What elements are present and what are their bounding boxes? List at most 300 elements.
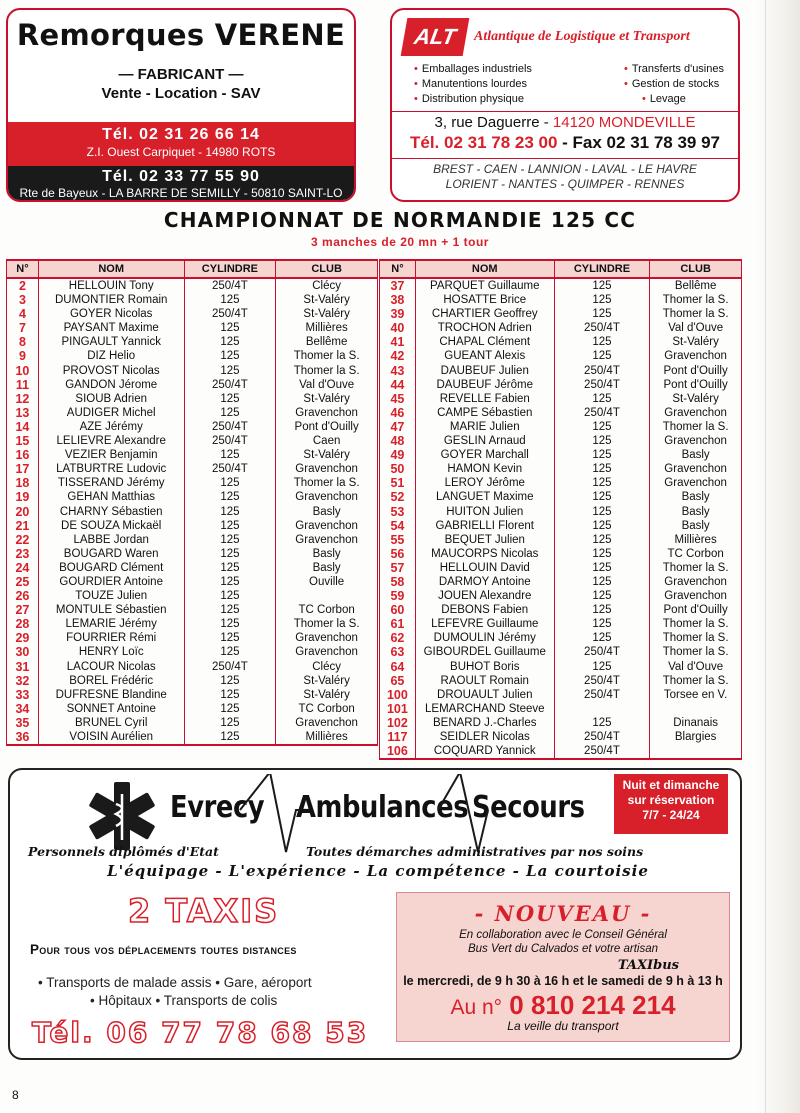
rider-club: St-Valéry xyxy=(276,392,378,406)
rider-name: BOUGARD Clément xyxy=(38,561,184,575)
table-row xyxy=(7,448,378,462)
col-header-num: N° xyxy=(7,260,39,278)
rider-cylinder: 125 xyxy=(554,660,650,674)
rider-name: LEMARCHAND Steeve xyxy=(415,702,554,716)
rider-cylinder: 250/4T xyxy=(184,278,276,293)
rider-name: HELLOUIN Tony xyxy=(38,278,184,293)
rider-club: Thomer la S. xyxy=(650,307,742,321)
rider-name: LANGUET Maxime xyxy=(415,490,554,504)
table-row xyxy=(380,448,742,462)
table-header-row xyxy=(380,260,742,278)
rider-number: 21 xyxy=(7,519,39,533)
verene-title: Remorques VERENE xyxy=(16,18,346,52)
rider-club: St-Valéry xyxy=(276,293,378,307)
rider-name: HAMON Kevin xyxy=(415,462,554,476)
table-row xyxy=(380,476,742,490)
rider-number: 34 xyxy=(7,702,39,716)
rider-number: 13 xyxy=(7,406,39,420)
table-body-right xyxy=(380,278,742,759)
rider-name: AZE Jérémy xyxy=(38,420,184,434)
rider-club: Gravenchon xyxy=(650,589,742,603)
rider-number: 100 xyxy=(380,688,416,702)
rider-cylinder: 250/4T xyxy=(184,378,276,392)
rider-club: Gravenchon xyxy=(276,645,378,659)
table-row xyxy=(7,617,378,631)
rider-cylinder: 125 xyxy=(184,321,276,335)
rider-name: COQUARD Yannick xyxy=(415,744,554,759)
rider-club: Thomer la S. xyxy=(276,364,378,378)
star-of-life-icon xyxy=(86,780,158,852)
rider-number: 62 xyxy=(380,631,416,645)
table-row xyxy=(7,434,378,448)
rider-club: Gravenchon xyxy=(650,349,742,363)
rider-number: 106 xyxy=(380,744,416,759)
rider-number: 117 xyxy=(380,730,416,744)
rider-club: Pont d'Ouilly xyxy=(650,603,742,617)
rider-number: 8 xyxy=(7,335,39,349)
rider-cylinder: 125 xyxy=(554,278,650,293)
table-row xyxy=(7,547,378,561)
rider-number: 40 xyxy=(380,321,416,335)
rider-club: Gravenchon xyxy=(276,406,378,420)
rider-number: 55 xyxy=(380,533,416,547)
rider-number: 63 xyxy=(380,645,416,659)
rider-cylinder: 125 xyxy=(184,589,276,603)
rider-name: CHARNY Sébastien xyxy=(38,505,184,519)
rider-cylinder: 125 xyxy=(184,631,276,645)
table-row xyxy=(380,293,742,307)
rider-name: LACOUR Nicolas xyxy=(38,660,184,674)
rider-club: Pont d'Ouilly xyxy=(650,378,742,392)
rider-name: BUHOT Boris xyxy=(415,660,554,674)
ambulances-word: Ambulances xyxy=(296,790,469,825)
deplacements-line: Pour tous vos déplacements toutes distances xyxy=(30,942,297,957)
rider-club xyxy=(650,744,742,759)
rider-club: Torsee en V. xyxy=(650,688,742,702)
col-header-nom: NOM xyxy=(38,260,184,278)
rider-name: DAUBEUF Julien xyxy=(415,364,554,378)
services-line-2: • Hôpitaux • Transports de colis xyxy=(90,993,278,1008)
rider-club: St-Valéry xyxy=(650,392,742,406)
rider-number: 16 xyxy=(7,448,39,462)
rider-cylinder: 250/4T xyxy=(554,378,650,392)
rider-number: 32 xyxy=(7,674,39,688)
rider-club: Gravenchon xyxy=(650,462,742,476)
rider-name: GESLIN Arnaud xyxy=(415,434,554,448)
rider-number: 43 xyxy=(380,364,416,378)
rider-club: Gravenchon xyxy=(276,519,378,533)
rider-name: SONNET Antoine xyxy=(38,702,184,716)
nouveau-title: - NOUVEAU - xyxy=(474,901,652,926)
rider-cylinder: 125 xyxy=(554,631,650,645)
table-row xyxy=(380,505,742,519)
rider-name: LEFEVRE Guillaume xyxy=(415,617,554,631)
demarches-line: Toutes démarches administratives par nos soins xyxy=(306,844,644,859)
list-item: • Gestion de stocks xyxy=(623,78,720,90)
table-row xyxy=(380,617,742,631)
rider-cylinder: 250/4T xyxy=(554,730,650,744)
alt-services-left xyxy=(414,62,532,107)
rider-club: TC Corbon xyxy=(276,702,378,716)
rider-club: Gravenchon xyxy=(650,575,742,589)
rider-cylinder: 125 xyxy=(554,519,650,533)
rider-club: Basly xyxy=(276,505,378,519)
table-row xyxy=(7,645,378,659)
rider-club: Val d'Ouve xyxy=(650,660,742,674)
rider-cylinder: 125 xyxy=(184,702,276,716)
table-row xyxy=(380,349,742,363)
table-row xyxy=(7,335,378,349)
table-row xyxy=(380,674,742,688)
table-row xyxy=(380,307,742,321)
rider-name: VOISIN Aurélien xyxy=(38,730,184,745)
rider-cylinder: 250/4T xyxy=(554,674,650,688)
rider-name: MAUCORPS Nicolas xyxy=(415,547,554,561)
rider-cylinder: 125 xyxy=(554,349,650,363)
taxibus-schedule: le mercredi, de 9 h 30 à 16 h et le samedi de 9 h à 13 h xyxy=(403,974,723,988)
rider-cylinder: 250/4T xyxy=(554,744,650,759)
rider-club: Pont d'Ouilly xyxy=(650,364,742,378)
rider-number: 29 xyxy=(7,631,39,645)
rider-club: Basly xyxy=(276,561,378,575)
table-row xyxy=(380,575,742,589)
list-item: • Levage xyxy=(641,93,686,105)
verene-addr-saintlo: Rte de Bayeux - LA BARRE DE SEMILLY - 50810 SAINT-LO xyxy=(19,186,343,200)
rider-club: Val d'Ouve xyxy=(650,321,742,335)
table-header-row xyxy=(7,260,378,278)
rider-number: 44 xyxy=(380,378,416,392)
rider-name: PARQUET Guillaume xyxy=(415,278,554,293)
table-row xyxy=(7,688,378,702)
rider-club: Basly xyxy=(276,547,378,561)
rider-number: 3 xyxy=(7,293,39,307)
rider-club: Millières xyxy=(276,730,378,745)
rider-cylinder: 125 xyxy=(184,293,276,307)
rider-name: GUEANT Alexis xyxy=(415,349,554,363)
rider-cylinder: 125 xyxy=(184,603,276,617)
taxi-phone: Tél. 06 77 78 68 53 xyxy=(32,1016,369,1049)
table-row xyxy=(380,420,742,434)
riders-table-left xyxy=(6,259,378,746)
table-row xyxy=(380,278,742,293)
rider-number: 50 xyxy=(380,462,416,476)
rider-number: 33 xyxy=(7,688,39,702)
table-row xyxy=(7,533,378,547)
col-header-cylindre: CYLINDRE xyxy=(554,260,650,278)
rider-club: Basly xyxy=(650,448,742,462)
rider-cylinder: 125 xyxy=(184,730,276,745)
rider-number: 48 xyxy=(380,434,416,448)
table-row xyxy=(7,490,378,504)
rider-cylinder: 125 xyxy=(184,490,276,504)
table-row xyxy=(7,575,378,589)
rider-name: HUITON Julien xyxy=(415,505,554,519)
rider-club: St-Valéry xyxy=(276,448,378,462)
rider-number: 28 xyxy=(7,617,39,631)
table-row xyxy=(7,505,378,519)
rider-number: 24 xyxy=(7,561,39,575)
rider-cylinder: 125 xyxy=(554,392,650,406)
table-row xyxy=(7,702,378,716)
alt-cities: BREST - CAEN - LANNION - LAVAL - LE HAVRE LORIENT - NANTES - QUIMPER - RENNES xyxy=(392,158,738,192)
rider-name: PINGAULT Yannick xyxy=(38,335,184,349)
rider-name: HELLOUIN David xyxy=(415,561,554,575)
alt-company-name: Atlantique de Logistique et Transport xyxy=(474,29,690,44)
rider-club: Blargies xyxy=(650,730,742,744)
rider-number: 11 xyxy=(7,378,39,392)
col-header-club: CLUB xyxy=(276,260,378,278)
col-header-nom: NOM xyxy=(415,260,554,278)
rider-name: HOSATTE Brice xyxy=(415,293,554,307)
verene-addr-rots: Z.I. Ouest Carpiquet - 14980 ROTS xyxy=(86,145,276,159)
rider-cylinder: 125 xyxy=(184,547,276,561)
rider-name: PAYSANT Maxime xyxy=(38,321,184,335)
rider-cylinder: 125 xyxy=(554,533,650,547)
rider-number: 12 xyxy=(7,392,39,406)
table-row xyxy=(7,603,378,617)
table-row xyxy=(380,603,742,617)
rider-number: 53 xyxy=(380,505,416,519)
rider-club: Gravenchon xyxy=(276,533,378,547)
rider-club: TC Corbon xyxy=(276,603,378,617)
rider-name: SEIDLER Nicolas xyxy=(415,730,554,744)
rider-number: 41 xyxy=(380,335,416,349)
table-row xyxy=(380,378,742,392)
rider-name: GOURDIER Antoine xyxy=(38,575,184,589)
rider-cylinder: 125 xyxy=(184,617,276,631)
rider-cylinder: 125 xyxy=(184,505,276,519)
rider-name: CAMPE Sébastien xyxy=(415,406,554,420)
rider-name: TISSERAND Jérémy xyxy=(38,476,184,490)
rider-name: VEZIER Benjamin xyxy=(38,448,184,462)
table-row xyxy=(380,533,742,547)
rider-club: St-Valéry xyxy=(276,674,378,688)
rider-cylinder: 125 xyxy=(554,462,650,476)
rider-number: 47 xyxy=(380,420,416,434)
page-edge xyxy=(756,0,800,1113)
rider-name: PROVOST Nicolas xyxy=(38,364,184,378)
rider-name: MARIE Julien xyxy=(415,420,554,434)
table-row xyxy=(380,321,742,335)
rider-cylinder: 125 xyxy=(554,448,650,462)
rider-number: 38 xyxy=(380,293,416,307)
rider-club: Thomer la S. xyxy=(276,476,378,490)
list-item: • Manutentions lourdes xyxy=(414,78,528,90)
alt-logo: ALT xyxy=(401,18,470,56)
rider-name: BENARD J.-Charles xyxy=(415,716,554,730)
championship-subtitle: 3 manches de 20 mn + 1 tour xyxy=(311,235,489,249)
alt-phone: Tél. 02 31 78 23 00 - Fax 02 31 78 39 97 xyxy=(409,133,720,152)
rider-number: 10 xyxy=(7,364,39,378)
rider-name: LEROY Jérôme xyxy=(415,476,554,490)
rider-name: TOUZE Julien xyxy=(38,589,184,603)
rider-name: BEQUET Julien xyxy=(415,533,554,547)
ad-remorques-verene xyxy=(6,8,356,202)
rider-name: DEBONS Fabien xyxy=(415,603,554,617)
rider-name: CHAPAL Clément xyxy=(415,335,554,349)
rider-cylinder: 125 xyxy=(554,716,650,730)
rider-club: St-Valéry xyxy=(276,307,378,321)
veille-note: La veille du transport xyxy=(507,1019,619,1033)
rider-cylinder: 125 xyxy=(184,519,276,533)
table-row xyxy=(380,730,742,744)
rider-club: Thomer la S. xyxy=(650,293,742,307)
rider-cylinder: 125 xyxy=(184,448,276,462)
rider-cylinder: 125 xyxy=(184,392,276,406)
rider-number: 2 xyxy=(7,278,39,293)
rider-number: 30 xyxy=(7,645,39,659)
rider-name: DAUBEUF Jérôme xyxy=(415,378,554,392)
rider-number: 19 xyxy=(7,490,39,504)
col-header-num: N° xyxy=(380,260,416,278)
table-row xyxy=(7,349,378,363)
rider-name: DROUAULT Julien xyxy=(415,688,554,702)
rider-name: GEHAN Matthias xyxy=(38,490,184,504)
table-row xyxy=(380,364,742,378)
col-header-club: CLUB xyxy=(650,260,742,278)
rider-name: DARMOY Antoine xyxy=(415,575,554,589)
rider-cylinder: 125 xyxy=(184,349,276,363)
evrecy-word: Evrecy xyxy=(170,790,265,825)
page-number: 8 xyxy=(12,1088,19,1102)
rider-number: 35 xyxy=(7,716,39,730)
rider-name: BOUGARD Waren xyxy=(38,547,184,561)
rider-cylinder: 125 xyxy=(184,533,276,547)
rider-name: RAOULT Romain xyxy=(415,674,554,688)
verene-rots-block xyxy=(8,122,354,166)
rider-number: 59 xyxy=(380,589,416,603)
rider-number: 58 xyxy=(380,575,416,589)
rider-number: 26 xyxy=(7,589,39,603)
table-row xyxy=(7,293,378,307)
table-row xyxy=(380,702,742,716)
table-row xyxy=(380,561,742,575)
table-row xyxy=(380,744,742,759)
rider-name: LEMARIE Jérémy xyxy=(38,617,184,631)
rider-cylinder: 125 xyxy=(554,476,650,490)
rider-club: Bellême xyxy=(650,278,742,293)
rider-number: 4 xyxy=(7,307,39,321)
rider-club: St-Valéry xyxy=(276,688,378,702)
rider-cylinder: 125 xyxy=(554,547,650,561)
rider-name: GANDON Jérome xyxy=(38,378,184,392)
table-row xyxy=(380,406,742,420)
rider-name: SIOUB Adrien xyxy=(38,392,184,406)
rider-club: Gravenchon xyxy=(276,631,378,645)
taxibus-phone: Au n° 0 810 214 214 xyxy=(450,990,676,1020)
rider-number: 57 xyxy=(380,561,416,575)
services-line-1: • Transports de malade assis • Gare, aéroport xyxy=(38,975,312,990)
table-row xyxy=(7,364,378,378)
rider-number: 27 xyxy=(7,603,39,617)
table-row xyxy=(7,392,378,406)
taxibus-label: TAXIbus xyxy=(617,958,679,973)
rider-number: 42 xyxy=(380,349,416,363)
rider-cylinder: 125 xyxy=(184,476,276,490)
rider-cylinder: 125 xyxy=(554,589,650,603)
table-row xyxy=(380,547,742,561)
table-row xyxy=(380,631,742,645)
table-row xyxy=(7,462,378,476)
rider-cylinder: 125 xyxy=(184,575,276,589)
rider-cylinder: 250/4T xyxy=(184,660,276,674)
table-row xyxy=(7,378,378,392)
rider-club: Basly xyxy=(650,505,742,519)
list-item: • Transferts d'usines xyxy=(623,63,724,75)
rider-cylinder: 125 xyxy=(184,406,276,420)
rider-club: Basly xyxy=(650,490,742,504)
rider-cylinder: 125 xyxy=(554,505,650,519)
table-row xyxy=(7,519,378,533)
rider-name: FOURRIER Rémi xyxy=(38,631,184,645)
rider-number: 22 xyxy=(7,533,39,547)
verene-tel-saintlo: Tél. 02 33 77 55 90 xyxy=(102,168,260,185)
rider-number: 65 xyxy=(380,674,416,688)
rider-name: CHARTIER Geoffrey xyxy=(415,307,554,321)
rider-cylinder: 250/4T xyxy=(554,645,650,659)
rider-name: BRUNEL Cyril xyxy=(38,716,184,730)
rider-cylinder: 250/4T xyxy=(184,434,276,448)
table-row xyxy=(7,321,378,335)
table-row xyxy=(7,307,378,321)
rider-cylinder: 125 xyxy=(184,335,276,349)
rider-club: TC Corbon xyxy=(650,547,742,561)
rider-name: DIZ Helio xyxy=(38,349,184,363)
secours-word: Secours xyxy=(472,790,585,825)
rider-number: 45 xyxy=(380,392,416,406)
table-row xyxy=(380,688,742,702)
rider-number: 36 xyxy=(7,730,39,745)
rider-club: Ouville xyxy=(276,575,378,589)
rider-number: 51 xyxy=(380,476,416,490)
rider-cylinder: 250/4T xyxy=(554,364,650,378)
rider-name: JOUEN Alexandre xyxy=(415,589,554,603)
rider-cylinder: 125 xyxy=(554,420,650,434)
rider-number: 54 xyxy=(380,519,416,533)
rider-cylinder: 125 xyxy=(554,307,650,321)
rider-number: 49 xyxy=(380,448,416,462)
rider-number: 20 xyxy=(7,505,39,519)
list-item: • Distribution physique xyxy=(414,93,524,105)
rider-name: DUFRESNE Blandine xyxy=(38,688,184,702)
rider-club: Thomer la S. xyxy=(276,617,378,631)
nouveau-taxibus-box xyxy=(396,892,730,1042)
rider-number: 56 xyxy=(380,547,416,561)
rider-cylinder: 250/4T xyxy=(184,420,276,434)
rider-cylinder: 125 xyxy=(554,575,650,589)
collab-line-2: Bus Vert du Calvados et votre artisan xyxy=(467,943,659,955)
alt-services-right xyxy=(624,62,724,107)
table-row xyxy=(7,631,378,645)
table-row xyxy=(380,519,742,533)
table-row xyxy=(7,476,378,490)
rider-club: Bellême xyxy=(276,335,378,349)
rider-cylinder: 125 xyxy=(554,561,650,575)
page-crease xyxy=(765,0,766,1113)
ad-alt-logistique xyxy=(390,8,740,202)
table-row xyxy=(7,730,378,745)
rider-name: GOYER Nicolas xyxy=(38,307,184,321)
rider-number: 101 xyxy=(380,702,416,716)
rider-name: LELIEVRE Alexandre xyxy=(38,434,184,448)
rider-number: 17 xyxy=(7,462,39,476)
col-header-cylindre: CYLINDRE xyxy=(184,260,276,278)
table-row xyxy=(7,674,378,688)
rider-cylinder: 125 xyxy=(184,561,276,575)
rider-number: 15 xyxy=(7,434,39,448)
rider-name: LATBURTRE Ludovic xyxy=(38,462,184,476)
riders-table-right xyxy=(379,259,742,760)
